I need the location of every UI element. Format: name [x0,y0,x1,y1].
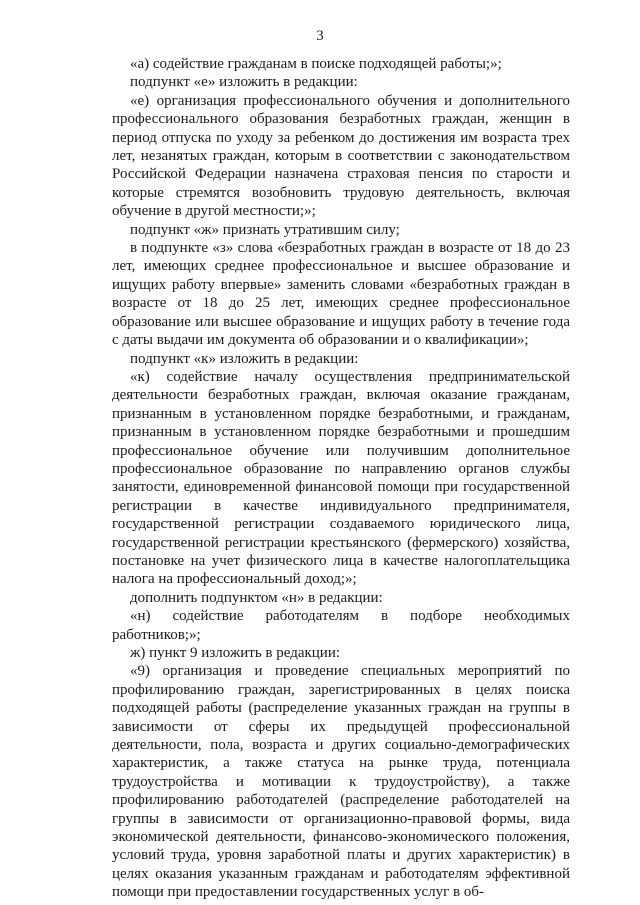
page-number: 3 [316,28,324,44]
paragraph-subpoint-e-intro: подпункт «е» изложить в редакции: [130,74,358,91]
paragraph-subpoint-e-text: «е) организация профессионального обучения и дополнительного профессионального образования безработных граждан, женщин в период отпуска по уходу за ребенком до достижения им возраста трех лет, незанятых граждан, которым в соответствии с законодательством Российской Федерации назначена страховая пенсия по старости и которые стремятся возобновить трудовую деятельность, включая обучение в другой местности;»; [112,92,570,220]
paragraph-subpoint-z: в подпункте «з» слова «безработных граждан в возрасте от 18 до 23 лет, имеющих среднее профессиональное и высшее образование и ищущих работу впервые» заменить словами «безработных граждан в возрасте от 18 до 25 лет, имеющих среднее профессиональное образование или высшее образование и ищущих работу в течение года с даты выдачи им документа об образовании и о квалификации»; [112,240,570,349]
paragraph-subpoint-n-intro: дополнить подпунктом «н» в редакции: [130,589,383,606]
document-body [112,55,570,902]
paragraph-subpoint-zh: подпункт «ж» признать утратившим силу; [130,221,400,238]
paragraph-subpoint-k-text: «к) содействие началу осуществления предпринимательской деятельности безработных граждан, включая оказание гражданам, признанным в установленном порядке безработными, и гражданам, признанным в установленном порядке безработными и прошедшим профессиональное обучение или получившим дополнительное профессиональное образование по направлению органов службы занятости, единовременной финансовой помощи при государственной регистрации в качестве индивидуального предпринимателя, государственной регистрации создаваемого юридического лица, государственной регистрации крестьянского (фермерского) хозяйства, постановке на учет физического лица в качестве налогоплательщика налога на профессиональный доход;»; [112,368,570,588]
paragraph-point-9-text: «9) организация и проведение специальных мероприятий по профилированию граждан, зарегистрированных в целях поиска подходящей работы (распределение указанных граждан на группы в зависимости от сферы их предыдущей профессиональной деятельности, пола, возраста и других социально-демографических характеристик, а также статуса на рынке труда, потенциала трудоустройства и мотивации к трудоустройству), а также профилированию работодателей (распределение работодателей на группы в зависимости от организационно-правовой формы, вида экономической деятельности, финансово-экономического положения, условий труда, уровня заработной платы и других характеристик) в целях оказания указанным гражданам и работодателям эффективной помощи при предоставлении государственных услуг в об- [112,663,570,901]
paragraph-subpoint-n-text: «н) содействие работодателям в подборе необходимых работников;»; [112,608,570,643]
paragraph-subpoint-k-intro: подпункт «к» изложить в редакции: [130,350,359,367]
paragraph-point-9-intro: ж) пункт 9 изложить в редакции: [130,645,341,661]
paragraph-item-a: «а) содействие гражданам в поиске подходящей работы;»; [130,56,502,72]
